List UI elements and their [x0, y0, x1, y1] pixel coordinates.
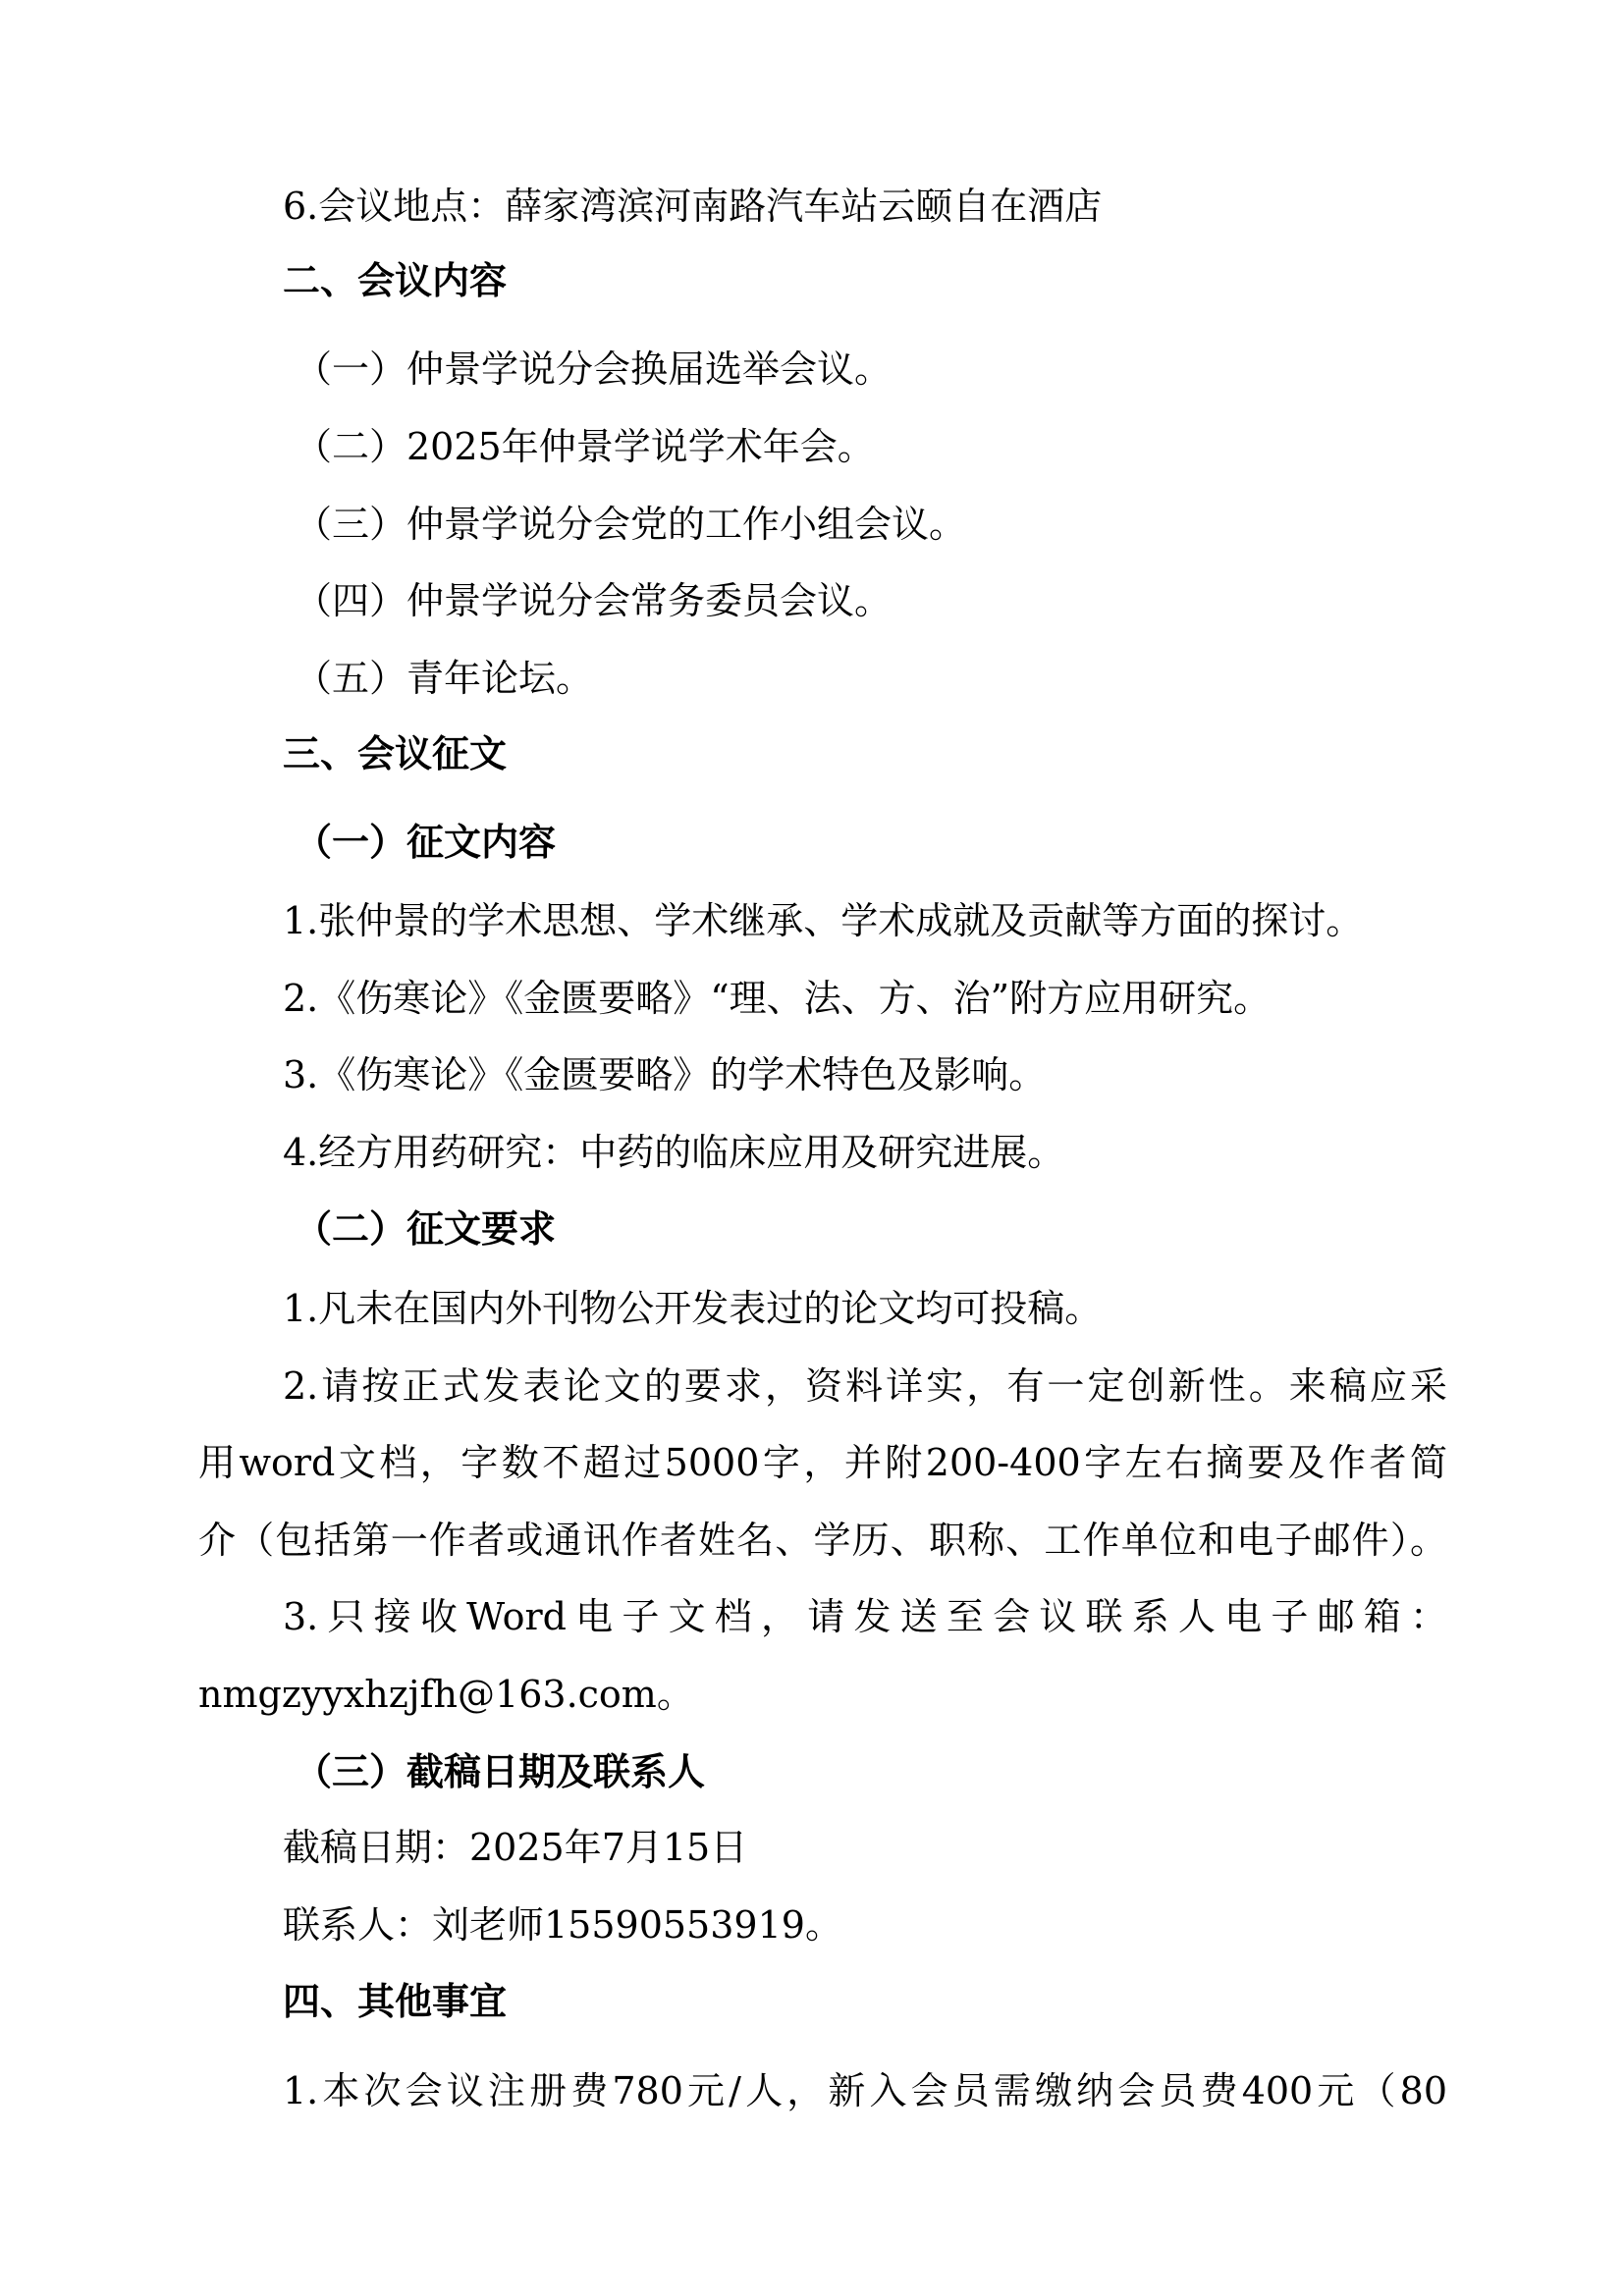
- contact-line: 联系人：刘老师15590553919。: [283, 1903, 842, 1947]
- sub1-item-2: 2.《伤寒论》《金匮要略》“理、法、方、治”附方应用研究。: [283, 977, 1272, 1020]
- sub3-heading: （三）截稿日期及联系人: [295, 1750, 706, 1793]
- sub1-heading: （一）征文内容: [295, 821, 557, 864]
- sub2-item-2-line-2: 用word文档，字数不超过5000字，并附200-400字左右摘要及作者简: [198, 1441, 1447, 1484]
- sub2-item-1: 1.凡未在国内外刊物公开发表过的论文均可投稿。: [283, 1287, 1103, 1330]
- section3-heading: 三、会议征文: [283, 732, 508, 775]
- sub1-item-4: 4.经方用药研究：中药的临床应用及研究进展。: [283, 1131, 1065, 1174]
- contact-email: nmgzyyxhzjfh@163.com。: [198, 1673, 694, 1716]
- sub1-item-3: 3.《伤寒论》《金匮要略》的学术特色及影响。: [283, 1053, 1047, 1096]
- section2-heading: 二、会议内容: [283, 259, 508, 302]
- sub2-item-3-line-1: 3.只接收Word电子文档，请发送至会议联系人电子邮箱：: [283, 1595, 1447, 1638]
- deadline-line: 截稿日期：2025年7月15日: [283, 1826, 748, 1869]
- section4-heading: 四、其他事宜: [283, 1980, 508, 2023]
- venue-line: 6.会议地点：薛家湾滨河南路汽车站云颐自在酒店: [283, 185, 1103, 228]
- section2-item-2: （二）2025年仲景学说学术年会。: [295, 425, 875, 468]
- section2-item-5: （五）青年论坛。: [295, 657, 594, 700]
- sub1-item-1: 1.张仲景的学术思想、学术继承、学术成就及贡献等方面的探讨。: [283, 899, 1364, 942]
- section2-item-3: （三）仲景学说分会党的工作小组会议。: [295, 503, 967, 546]
- sub2-item-2-line-1: 2.请按正式发表论文的要求，资料详实，有一定创新性。来稿应采: [283, 1364, 1447, 1408]
- sub2-item-2-line-3: 介（包括第一作者或通讯作者姓名、学历、职称、工作单位和电子邮件）。: [198, 1519, 1447, 1562]
- section2-item-1: （一）仲景学说分会换届选举会议。: [295, 347, 893, 391]
- section2-item-4: （四）仲景学说分会常务委员会议。: [295, 579, 893, 622]
- section4-item-1: 1.本次会议注册费780元/人，新入会员需缴纳会员费400元（80: [283, 2069, 1447, 2112]
- sub2-heading: （二）征文要求: [295, 1207, 557, 1251]
